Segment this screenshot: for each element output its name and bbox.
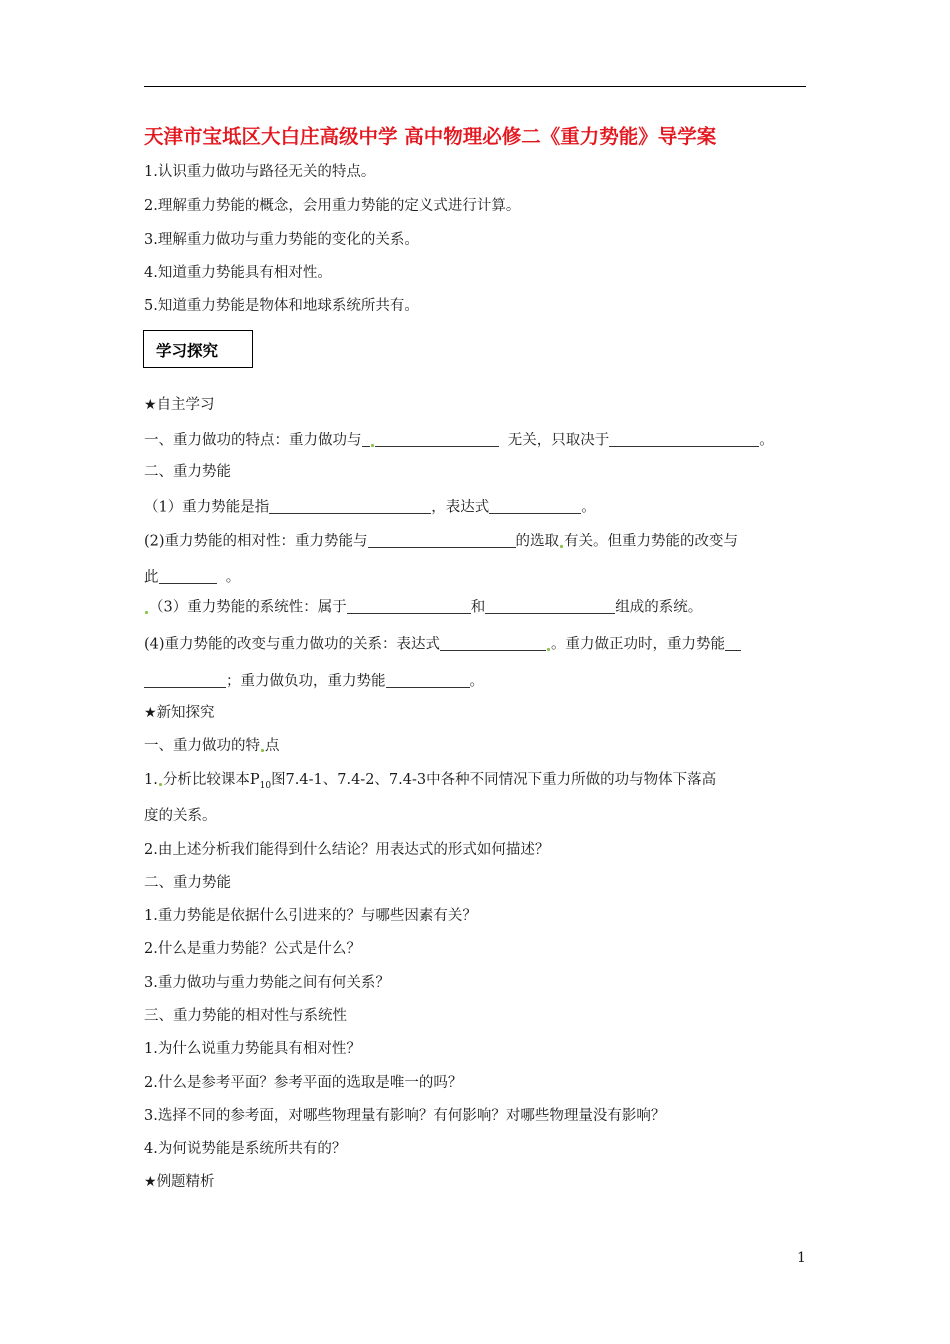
star-icon: ★	[144, 705, 157, 721]
self-study-line-5	[144, 568, 240, 585]
objective-2: 2.理解重力势能的概念，会用重力势能的定义式进行计算。	[144, 198, 521, 214]
text: ，表达式	[431, 499, 490, 516]
text: 一、重力做功的特	[144, 738, 260, 754]
text: 无关，只取决于	[507, 432, 610, 449]
question-8: 3.选择不同的参考面，对哪些物理量有影响？有何影响？对哪些物理量没有影响？	[144, 1108, 666, 1124]
text: 1.	[144, 772, 158, 788]
objective-3: 3.理解重力做功与重力势能的变化的关系。	[144, 232, 419, 248]
question-1-cont: 度的关系。	[144, 808, 217, 824]
text: 的选取	[515, 533, 560, 550]
subscript: 10	[259, 780, 272, 791]
blank	[159, 568, 217, 584]
objective-5: 5.知道重力势能是物体和地球系统所共有。	[144, 298, 419, 314]
blank	[368, 532, 516, 548]
mark	[159, 783, 162, 786]
text: 。重力做正功时，重力势能	[551, 636, 726, 653]
blank	[269, 498, 431, 514]
mark	[560, 545, 563, 548]
question-3: 1.重力势能是依据什么引进来的？与哪些因素有关？	[144, 908, 477, 924]
question-1	[144, 773, 716, 791]
self-study-line-1	[144, 431, 774, 448]
text: 分析比较课本P	[162, 772, 260, 788]
text: (4)重力势能的改变与重力做功的关系：表达式	[144, 636, 441, 653]
text: 。	[225, 569, 241, 586]
new-knowledge-heading	[144, 706, 215, 721]
text: 图7.4-1、7.4-2、7.4-3中各种不同情况下重力所做的功与物体下落高	[271, 772, 717, 788]
self-study-line-8	[144, 672, 484, 689]
heading-text: 新知探究	[156, 705, 215, 721]
mark	[547, 648, 550, 651]
question-5: 3.重力做功与重力势能之间有何关系？	[144, 975, 390, 991]
self-study-line-2: 二、重力势能	[144, 464, 231, 480]
text: 组成的系统。	[615, 599, 703, 616]
mark	[145, 611, 148, 614]
text: （3）重力势能的系统性：属于	[149, 599, 347, 616]
blank	[609, 431, 759, 447]
heading-text: 自主学习	[156, 397, 215, 413]
question-9: 4.为何说势能是系统所共有的？	[144, 1141, 347, 1157]
page-number: 1	[797, 1250, 806, 1266]
blank	[386, 672, 470, 688]
blank	[725, 635, 741, 651]
self-study-heading	[144, 398, 215, 413]
text: ；重力做负功，重力势能	[226, 673, 386, 690]
question-6: 1.为什么说重力势能具有相对性？	[144, 1041, 361, 1057]
text: 此	[144, 569, 159, 586]
heading-text: 例题精析	[156, 1174, 215, 1190]
question-4: 2.什么是重力势能？公式是什么？	[144, 941, 361, 957]
header-rule	[144, 86, 806, 87]
objective-4: 4.知道重力势能具有相对性。	[144, 265, 332, 281]
self-study-line-4	[144, 532, 738, 549]
text: 和	[470, 599, 486, 616]
text: 。	[759, 432, 774, 449]
question-7: 2.什么是参考平面？参考平面的选取是唯一的吗？	[144, 1075, 463, 1091]
self-study-line-6	[144, 598, 702, 615]
text: (2)重力势能的相对性：重力势能与	[144, 533, 368, 550]
text: （1）重力势能是指	[144, 499, 270, 516]
star-icon: ★	[144, 1174, 157, 1190]
section-box	[143, 330, 253, 368]
blank	[440, 635, 546, 651]
blank	[375, 431, 499, 447]
examples-heading	[144, 1175, 215, 1190]
text: 一、重力做功的特点：重力做功与	[144, 432, 362, 449]
self-study-line-3	[144, 498, 596, 515]
text: 有关。但重力势能的改变与	[564, 533, 739, 550]
star-icon: ★	[144, 397, 157, 413]
blank	[485, 598, 615, 614]
text: 。	[469, 673, 484, 690]
section-2-title: 二、重力势能	[144, 875, 231, 891]
question-2: 2.由上述分析我们能得到什么结论？用表达式的形式如何描述？	[144, 842, 550, 858]
objective-1: 1.认识重力做功与路径无关的特点。	[144, 164, 376, 180]
blank	[489, 498, 581, 514]
blank	[362, 431, 370, 447]
blank	[347, 598, 471, 614]
section-box-label: 学习探究	[156, 342, 219, 360]
mark	[371, 444, 374, 447]
section-3-title: 三、重力势能的相对性与系统性	[144, 1008, 347, 1024]
mark	[261, 749, 264, 752]
text: 点	[265, 738, 280, 754]
self-study-line-7	[144, 635, 741, 652]
page-title: 天津市宝坻区大白庄高级中学 高中物理必修二《重力势能》导学案	[144, 125, 717, 148]
section-1-title	[144, 739, 280, 754]
blank	[144, 672, 226, 688]
text: 。	[581, 499, 596, 516]
